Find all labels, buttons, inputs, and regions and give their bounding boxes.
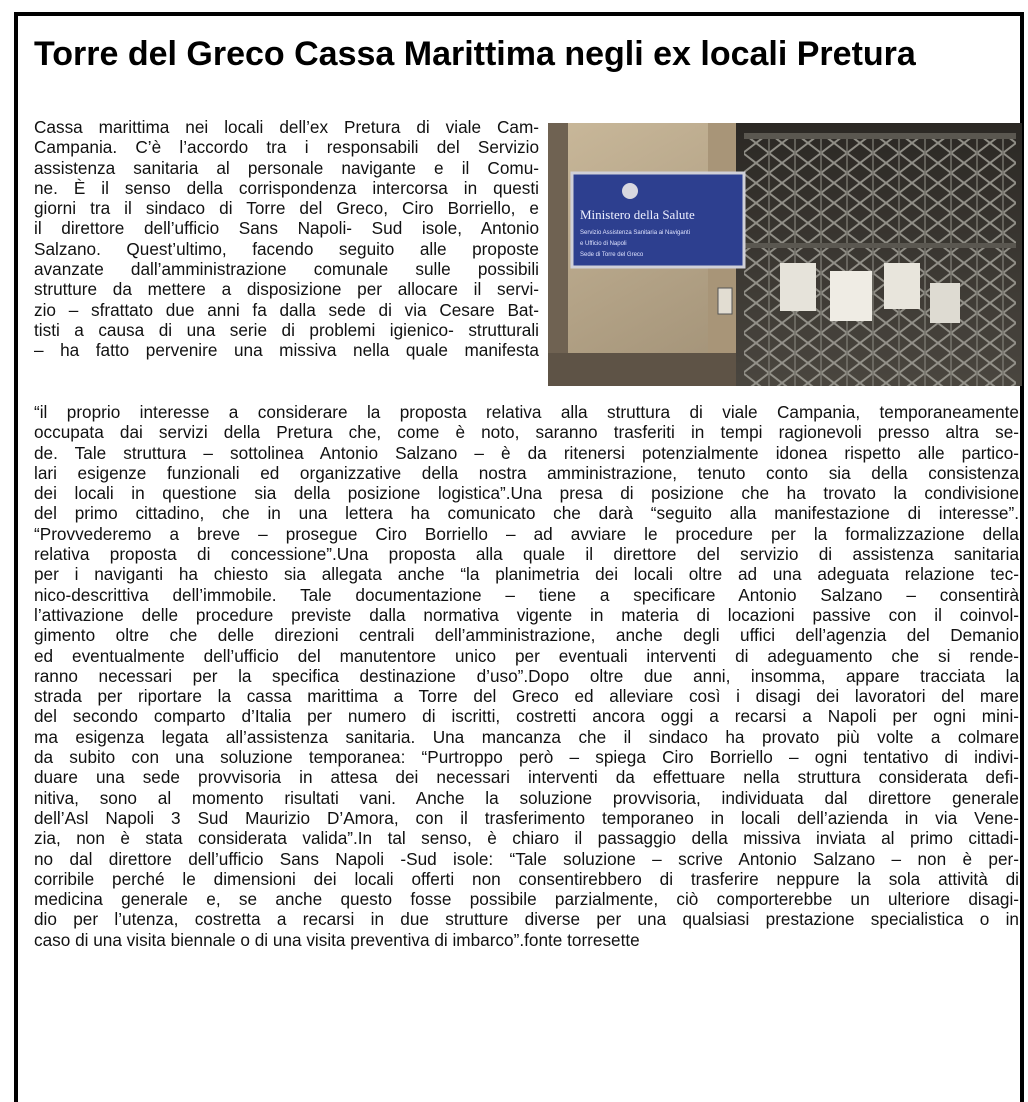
text-line: medicina generale e, se anche questo fosse possibile parzialmente, ciò comporterebbe un ulteriore disagi- xyxy=(34,889,1019,910)
article-photo xyxy=(548,123,1022,386)
text-line: Salzano. Quest’ultimo, facendo seguito alle proposte xyxy=(34,238,539,259)
text-line: zia, non è stata considerata valida”.In tal senso, è chiaro il passaggio della missiva inviata al primo cittadi- xyxy=(34,828,1019,849)
text-line: “il proprio interesse a considerare la proposta relativa alla struttura di viale Campania, temporaneamente xyxy=(34,402,1019,422)
text-line: tisti a causa di una serie di problemi igienico- strutturali xyxy=(34,319,539,340)
article-body-column xyxy=(34,117,539,361)
text-line: da subito con una soluzione temporanea: “Purtroppo però – spiega Ciro Borriello – ogni tentativo di indivi- xyxy=(34,747,1019,768)
text-line: zio – sfrattato due anni fa dalla sede di via Cesare Bat- xyxy=(34,299,539,320)
text-line: strutture da mettere a disposizione per allocare il servi- xyxy=(34,279,539,300)
text-line: assistenza sanitaria al personale navigante e il Comu- xyxy=(34,157,539,178)
text-line: ne. È il senso della corrispondenza intercorsa in questi xyxy=(34,177,539,198)
text-line: gimento oltre che delle direzioni centrali dell’amministrazione, anche degli uffici dell’agenzia del Demanio xyxy=(34,625,1019,646)
ministry-building-photo xyxy=(548,123,1022,386)
text-line: il direttore dell’ufficio Sans Napoli- Sud isole, Antonio xyxy=(34,218,539,239)
text-line: Campania. C’è l’accordo tra i responsabili del Servizio xyxy=(34,137,539,158)
text-line: lari esigenze funzionali ed organizzative della nostra amministrazione, tenuto conto sia della consistenza xyxy=(34,462,1019,483)
text-line: dei locali in questione sia della posizione logistica”.Una presa di posizione che ha trovato la condivisione xyxy=(34,483,1019,504)
text-line: ma esigenza legata all’assistenza sanitaria. Una mancanza che il sindaco ha provato più volte a colmare xyxy=(34,726,1019,747)
svg-text:e Ufficio di Napoli: e Ufficio di Napoli xyxy=(580,241,627,247)
text-line: de. Tale struttura – sottolinea Antonio Salzano – è da ritenersi potenzialmente idonea rispetto alle partico- xyxy=(34,442,1019,463)
text-line: occupata dai servizi della Pretura che, come è noto, saranno trasferiti in tempi ragionevoli presso altra se- xyxy=(34,422,1019,443)
article-title: Torre del Greco Cassa Marittima negli ex locali Pretura xyxy=(34,35,916,73)
text-line: ranno necessari per la specifica destinazione d’uso”.Dopo oltre due anni, insomma, appare tracciata la xyxy=(34,665,1019,686)
article-body-full xyxy=(34,402,1019,950)
text-line: dio per l’utenza, costretta a recarsi in due strutture diverse per una qualsiasi prestazione specialistica o in xyxy=(34,909,1019,930)
ministry-sign xyxy=(572,173,744,267)
text-line: Cassa marittima nei locali dell’ex Pretura di viale Cam- xyxy=(34,117,539,137)
text-line: nico-descrittiva dell’immobile. Tale documentazione – tiene a specificare Antonio Salzano – consentirà xyxy=(34,584,1019,605)
article-frame xyxy=(14,12,1024,1102)
text-line: nitiva, sono al momento risultati vani. Anche la soluzione provvisoria, individuata dal direttore generale xyxy=(34,787,1019,808)
text-line: l’attivazione delle procedure previste dalla normativa vigente in materia di locazioni passive con il coinvol- xyxy=(34,604,1019,625)
text-line: relativa proposta di concessione”.Una proposta alla quale il direttore del servizio di assistenza sanitaria xyxy=(34,544,1019,565)
svg-text:Servizio Assistenza Sanitaria: Servizio Assistenza Sanitaria ai Naviganti xyxy=(580,230,691,236)
text-line: – ha fatto pervenire una missiva nella quale manifesta xyxy=(34,340,539,361)
text-line: dell’Asl Napoli 3 Sud Maurizio D’Amora, con il trasferimento temporaneo in locali dell’azienda in via Vene- xyxy=(34,807,1019,828)
text-line: ed eventualmente dell’ufficio del manutentore unico per eventuali interventi di adeguamento che si rende- xyxy=(34,645,1019,666)
text-line: per i naviganti ha chiesto sia allegata anche “la planimetria dei locali oltre ad una adeguata relazione tec- xyxy=(34,564,1019,585)
text-line: avanzate dall’amministrazione comunale sulle possibili xyxy=(34,259,539,280)
text-line: strada per riportare la cassa marittima a Torre del Greco ed alleviare così i disagi dei lavoratori del mare xyxy=(34,686,1019,707)
text-line: duare una sede provvisoria in attesa dei necessari interventi da effettuare nella struttura considerata defi- xyxy=(34,767,1019,788)
text-line: “Provvederemo a breve – prosegue Ciro Borriello – ad avviare le procedure per la formalizzazione della xyxy=(34,523,1019,544)
text-line: del primo cittadino, che in una lettera ha comunicato che darà “seguito alla manifestazione di interesse”. xyxy=(34,503,1019,524)
text-line: corribile perché le dimensioni dei locali offerti non consentirebbero di trasferire neppure la sola attività di xyxy=(34,868,1019,889)
text-line: giorni tra il sindaco di Torre del Greco, Ciro Borriello, e xyxy=(34,198,539,219)
text-line: caso di una visita biennale o di una visita preventiva di imbarco”.fonte torresette xyxy=(34,929,640,950)
svg-text:Ministero della Salute: Ministero della Salute xyxy=(580,207,695,222)
text-line: del secondo comparto d’Italia per numero di iscritti, costretti ancora oggi a recarsi a Napoli per ogni mini- xyxy=(34,706,1019,727)
svg-text:Sede di Torre del Greco: Sede di Torre del Greco xyxy=(580,252,644,258)
text-line: no dal direttore dell’ufficio Sans Napoli -Sud isole: “Tale soluzione – scrive Antonio Salzano – non è per- xyxy=(34,848,1019,869)
